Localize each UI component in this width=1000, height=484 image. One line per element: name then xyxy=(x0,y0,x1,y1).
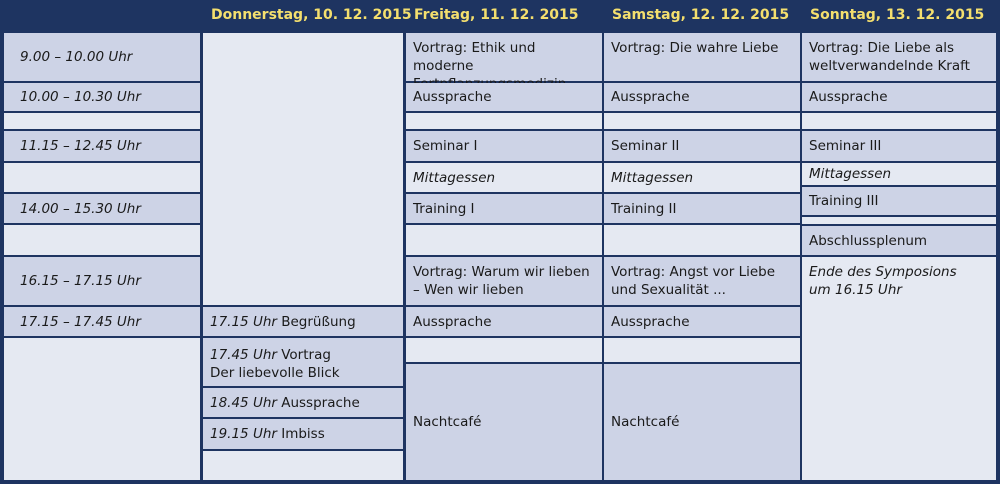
saturday-discussion-1: Aussprache xyxy=(604,83,800,111)
thursday-discussion xyxy=(203,388,403,417)
saturday-talk-2 xyxy=(604,257,800,305)
header-thursday: Donnerstag, 10. 12. 2015 xyxy=(211,7,412,23)
time-label: 14.00 – 15.30 Uhr xyxy=(20,200,141,217)
saturday-spacer xyxy=(604,113,800,129)
event-title: Der liebevolle Blick xyxy=(210,365,340,381)
saturday-spacer xyxy=(604,338,800,362)
friday-spacer xyxy=(406,225,602,255)
event-line: weltverwandelnde Kraft xyxy=(809,58,970,74)
friday-lunch: Mittagessen xyxy=(406,163,602,192)
saturday-seminar: Seminar II xyxy=(604,131,800,161)
friday-seminar: Seminar I xyxy=(406,131,602,161)
event-time: 19.15 Uhr xyxy=(210,426,277,442)
sunday-seminar: Seminar III xyxy=(802,131,996,161)
saturday-lunch: Mittagessen xyxy=(604,163,800,192)
time-slot-1 xyxy=(4,33,200,81)
event-time: 17.45 Uhr xyxy=(210,347,277,363)
header-friday: Freitag, 11. 12. 2015 xyxy=(414,7,579,23)
time-label: 9.00 – 10.00 Uhr xyxy=(20,49,133,65)
sunday-spacer xyxy=(802,113,996,129)
thursday-empty xyxy=(203,451,403,480)
thursday-talk xyxy=(203,338,403,386)
event-line: Vortrag: Angst vor Liebe xyxy=(611,264,776,280)
event-time: 18.45 Uhr xyxy=(210,394,277,411)
event-label: Imbiss xyxy=(281,426,325,442)
event-time: 17.15 Uhr xyxy=(210,313,277,330)
time-slot-5 xyxy=(4,257,200,305)
time-spacer xyxy=(4,163,200,192)
note-line: Ende des Symposions xyxy=(809,264,957,280)
time-slot-6 xyxy=(4,307,200,336)
time-label: 11.15 – 12.45 Uhr xyxy=(20,138,141,154)
sunday-closing-plenary: Abschlussplenum xyxy=(802,226,996,255)
saturday-discussion-2: Aussprache xyxy=(604,307,800,336)
time-spacer xyxy=(4,113,200,129)
time-spacer xyxy=(4,225,200,255)
friday-spacer xyxy=(406,113,602,129)
event-label: Aussprache xyxy=(281,394,360,411)
header-sunday: Sonntag, 13. 12. 2015 xyxy=(810,7,985,23)
saturday-night-cafe: Nachtcafé xyxy=(604,364,800,480)
time-slot-4 xyxy=(4,194,200,223)
friday-talk-2 xyxy=(406,257,602,305)
sunday-talk-1 xyxy=(802,33,996,81)
time-slot-2 xyxy=(4,83,200,111)
event-line: – Wen wir lieben xyxy=(413,282,524,298)
time-slot-3 xyxy=(4,131,200,161)
event-line: Vortrag: Warum wir lieben xyxy=(413,264,590,280)
event-line: Vortrag: Die Liebe als xyxy=(809,40,955,56)
sunday-training: Training III xyxy=(802,187,996,215)
friday-discussion-2: Aussprache xyxy=(406,307,602,336)
thursday-empty-block xyxy=(203,33,403,305)
time-spacer xyxy=(4,338,200,480)
header-saturday: Samstag, 12. 12. 2015 xyxy=(612,7,790,23)
event-line: Vortrag: Ethik und moderne xyxy=(413,40,536,74)
event-line: und Sexualität ... xyxy=(611,282,726,298)
friday-talk-1 xyxy=(406,33,602,81)
time-label: 10.00 – 10.30 Uhr xyxy=(20,89,141,105)
saturday-training: Training II xyxy=(604,194,800,223)
saturday-talk-1 xyxy=(604,33,800,81)
friday-training: Training I xyxy=(406,194,602,223)
event-label: Vortrag xyxy=(281,347,331,363)
note-line: um 16.15 Uhr xyxy=(809,282,902,298)
time-label: 16.15 – 17.15 Uhr xyxy=(20,273,141,289)
thursday-snack xyxy=(203,419,403,449)
friday-spacer xyxy=(406,338,602,362)
sunday-spacer xyxy=(802,217,996,224)
sunday-lunch: Mittagessen xyxy=(802,163,996,185)
event-label: Begrüßung xyxy=(281,313,356,330)
friday-night-cafe: Nachtcafé xyxy=(406,364,602,480)
saturday-spacer xyxy=(604,225,800,255)
event-line: Vortrag: Die wahre Liebe xyxy=(611,40,779,56)
sunday-end-note xyxy=(802,257,996,480)
thursday-greeting xyxy=(203,307,403,336)
friday-discussion-1: Aussprache xyxy=(406,83,602,111)
sunday-discussion: Aussprache xyxy=(802,83,996,111)
time-label: 17.15 – 17.45 Uhr xyxy=(20,313,141,330)
